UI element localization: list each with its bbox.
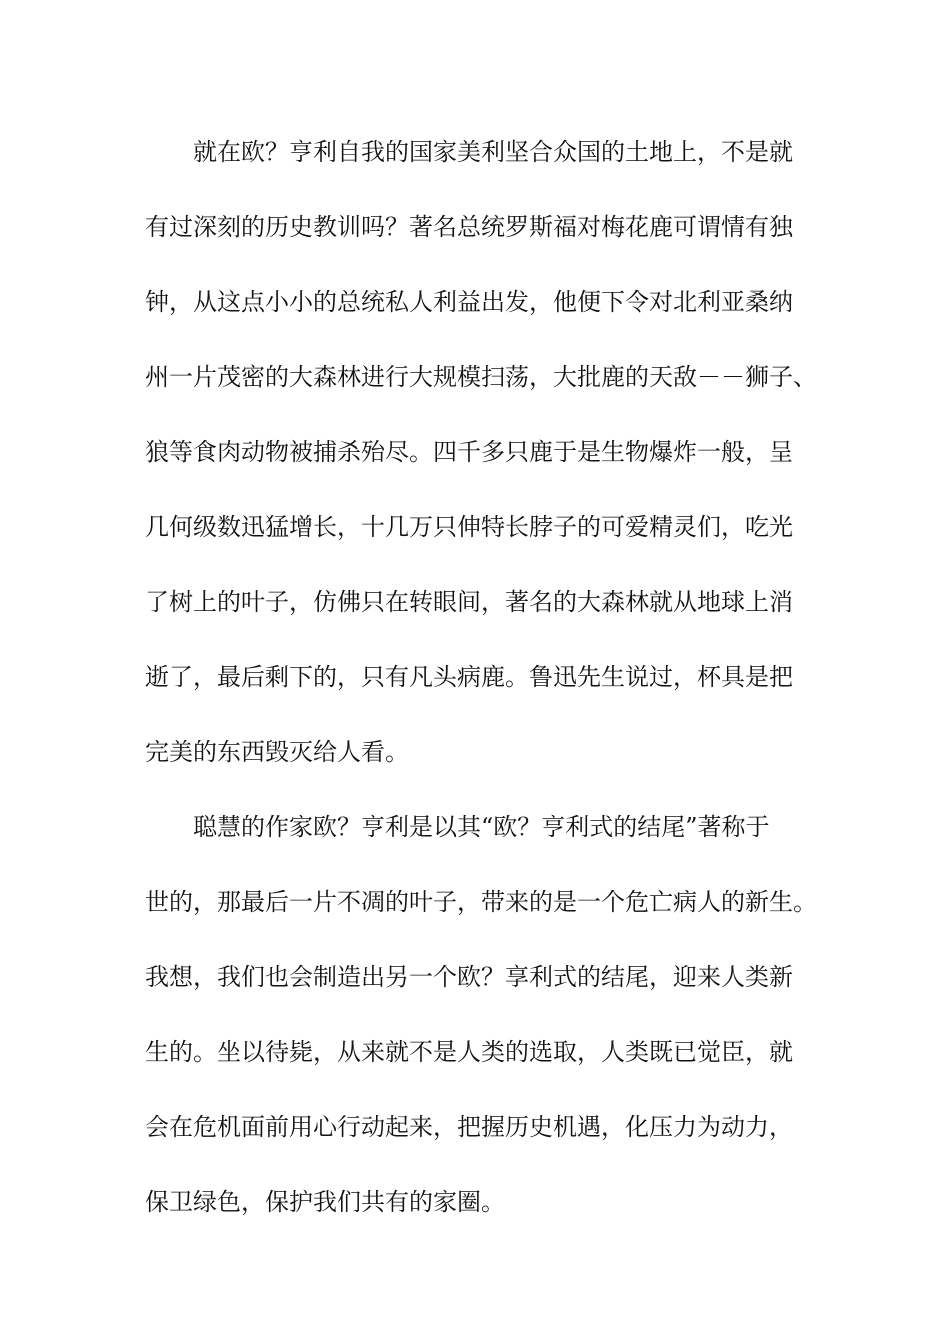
text-line: 聪慧的作家欧？亨利是以其“欧？亨利式的结尾”著称于	[193, 813, 770, 841]
text-line: 狼等食肉动物被捕杀殆尽。四千多只鹿于是生物爆炸一般，呈	[145, 438, 793, 466]
text-line: 有过深刻的历史教训吗？著名总统罗斯福对梅花鹿可谓情有独	[145, 213, 793, 241]
text-line: 我想，我们也会制造出另一个欧？享利式的结尾，迎来人类新	[145, 963, 793, 991]
text-line: 完美的东西毁灭给人看。	[145, 738, 409, 766]
text-line: 世的，那最后一片不凋的叶子，带来的是一个危亡病人的新生。	[145, 888, 817, 916]
document-body	[145, 128, 815, 1253]
text-line: 逝了，最后剩下的，只有凡头病鹿。鲁迅先生说过，杯具是把	[145, 663, 793, 691]
text-line: 钟，从这点小小的总统私人利益出发，他便下令对北利亚桑纳	[145, 288, 793, 316]
text-line: 生的。坐以待毙，从来就不是人类的选取，人类既已觉臣，就	[145, 1038, 793, 1066]
text-line: 几何级数迅猛增长，十几万只伸特长脖子的可爱精灵们，吃光	[145, 513, 793, 541]
text-line: 了树上的叶子，仿佛只在转眼间，著名的大森林就从地球上消	[145, 588, 793, 616]
paragraph-1	[145, 128, 815, 803]
text-line: 保卫绿色，保护我们共有的家圈。	[145, 1188, 505, 1216]
paragraph-2	[145, 803, 815, 1253]
text-line: 会在危机面前用心行动起来，把握历史机遇，化压力为动力，	[145, 1113, 793, 1141]
text-line: 就在欧？亨利自我的国家美利坚合众国的土地上，不是就	[193, 138, 793, 166]
text-line: 州一片茂密的大森林进行大规模扫荡，大批鹿的天敌－－狮子、	[145, 363, 817, 391]
